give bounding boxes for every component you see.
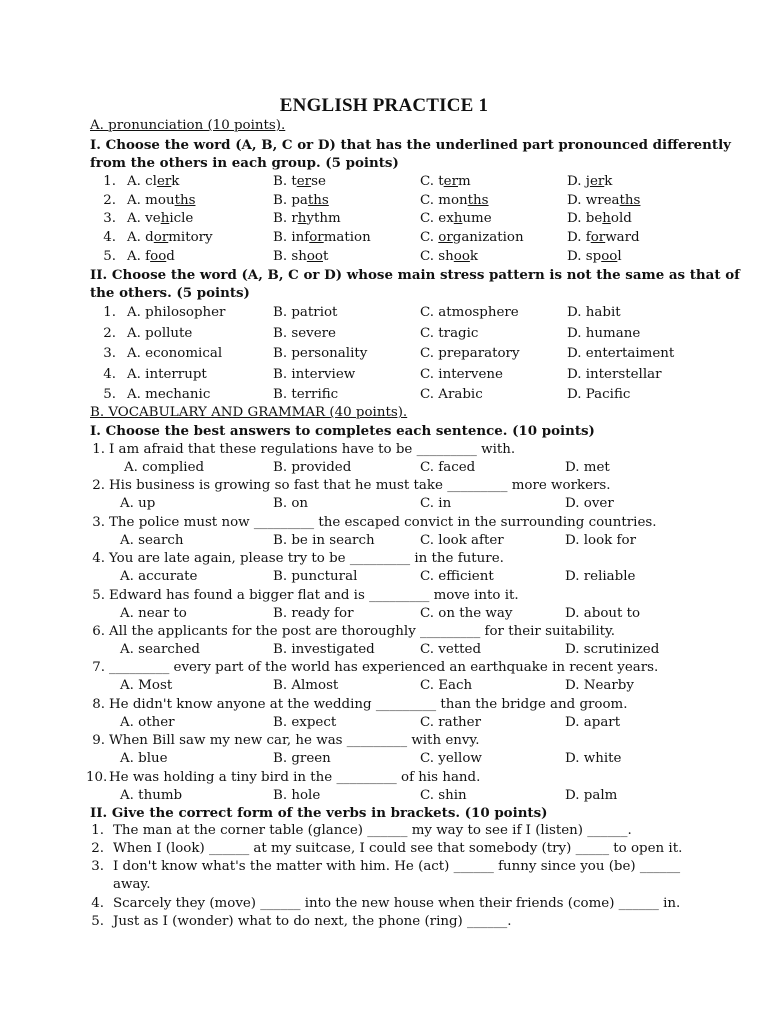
section-a-part2-instruction: II. Choose the word (A, B, C or D) whose main stress pattern is not the same as that of <box>90 267 740 283</box>
option-text: ganization <box>452 230 524 245</box>
answer-option <box>420 192 489 210</box>
underlined-sound: ths <box>467 193 489 208</box>
option-text: D. j <box>567 174 590 189</box>
answer-option: A. searched <box>120 642 200 657</box>
option-text: D. wrea <box>567 193 620 208</box>
question-text: He was holding a tiny bird in the _________ of his hand. <box>109 770 481 785</box>
option-text: ward <box>605 230 640 245</box>
question-number: 2. <box>91 841 104 856</box>
question-number: 1. <box>92 442 105 457</box>
answer-option <box>127 192 195 210</box>
underlined-sound: er <box>443 174 458 189</box>
underlined-sound: ths <box>307 193 329 208</box>
answer-option: C. on the way <box>420 606 513 621</box>
question-number: 4. <box>103 367 116 382</box>
option-text: icle <box>169 211 194 226</box>
section-a-part1-instruction-cont: from the others in each group. (5 points) <box>90 155 399 171</box>
underlined-sound: ths <box>174 193 196 208</box>
question-number: 9. <box>92 733 105 748</box>
answer-option: B. green <box>273 751 331 766</box>
option-text: mitory <box>168 230 213 245</box>
answer-option <box>567 248 622 266</box>
option-text: B. t <box>273 174 297 189</box>
answer-option: C. rather <box>420 715 481 730</box>
question-text: All the applicants for the post are thoroughly _________ for their suitability. <box>109 624 616 639</box>
underlined-sound: or <box>153 230 169 245</box>
underlined-sound: er <box>156 174 172 189</box>
question-text: His business is growing so fast that he must take _________ more workers. <box>109 478 611 493</box>
question-number: 1. <box>103 305 116 320</box>
verb-question-text: Scarcely they (move) ______ into the new house when their friends (come) ______ in. <box>113 896 681 911</box>
answer-option: B. provided <box>273 460 352 475</box>
answer-option: A. thumb <box>120 788 183 803</box>
option-text: C. t <box>420 174 444 189</box>
option-text: m <box>458 174 471 189</box>
question-number: 8. <box>92 697 105 712</box>
verb-question-text: I don't know what's the matter with him. He (act) ______ funny since you (be) ______ <box>113 859 681 874</box>
answer-option <box>420 210 492 228</box>
answer-option: D. Pacific <box>567 387 631 402</box>
verb-question-text: Just as I (wonder) what to do next, the phone (ring) ______. <box>113 914 512 929</box>
option-text: B. r <box>273 211 298 226</box>
underlined-sound: or <box>438 230 453 245</box>
option-text: D. f <box>567 230 591 245</box>
question-number: 5. <box>91 914 104 929</box>
verb-question-text: When I (look) ______ at my suitcase, I could see that somebody (try) _____ to open it. <box>113 841 683 856</box>
section-b-part2-instruction: II. Give the correct form of the verbs in brackets. (10 points) <box>90 805 548 821</box>
option-text: k <box>171 174 180 189</box>
option-text: A. ve <box>127 211 161 226</box>
answer-option <box>127 248 175 266</box>
answer-option: C. Arabic <box>420 387 483 402</box>
answer-option <box>420 173 471 191</box>
option-text: old <box>610 211 632 226</box>
answer-option: C. in <box>420 496 452 511</box>
option-text: B. sh <box>273 249 307 264</box>
section-b-part1-instruction: I. Choose the best answers to completes each sentence. (10 points) <box>90 423 595 439</box>
section-b-heading: B. VOCABULARY AND GRAMMAR (40 points). <box>90 405 408 420</box>
answer-option: D. white <box>565 751 622 766</box>
underlined-sound: er <box>296 174 312 189</box>
answer-option: C. preparatory <box>420 346 520 361</box>
question-number: 7. <box>92 660 105 675</box>
answer-option: B. investigated <box>273 642 375 657</box>
answer-option: A. blue <box>120 751 168 766</box>
section-a-part1-instruction: I. Choose the word (A, B, C or D) that has the underlined part pronounced differently <box>90 137 731 153</box>
answer-option <box>420 248 478 266</box>
answer-option <box>567 210 632 228</box>
option-text: C. mon <box>420 193 468 208</box>
answer-option <box>127 210 193 228</box>
question-number: 5. <box>103 249 116 264</box>
underlined-sound: oo <box>453 249 470 264</box>
answer-option: A. philosopher <box>127 305 226 320</box>
answer-option: C. yellow <box>420 751 482 766</box>
answer-option: D. over <box>565 496 614 511</box>
answer-option: D. habit <box>567 305 621 320</box>
underlined-sound: h <box>160 211 170 226</box>
answer-option: C. vetted <box>420 642 482 657</box>
answer-option: B. interview <box>273 367 356 382</box>
answer-option: B. ready for <box>273 606 354 621</box>
answer-option: B. Almost <box>273 678 339 693</box>
answer-option: C. tragic <box>420 326 479 341</box>
option-text: mation <box>323 230 371 245</box>
option-text: A. mou <box>127 193 175 208</box>
question-text: When Bill saw my new car, he was _________ with envy. <box>109 733 480 748</box>
question-text: The police must now _________ the escaped convict in the surrounding countries. <box>109 515 657 530</box>
question-number: 3. <box>91 859 104 874</box>
answer-option: D. entertaiment <box>567 346 675 361</box>
answer-option: B. patriot <box>273 305 338 320</box>
question-number: 5. <box>103 387 116 402</box>
answer-option <box>273 192 329 210</box>
underlined-sound: oo <box>150 249 167 264</box>
underlined-sound: or <box>309 230 324 245</box>
answer-option: D. Nearby <box>565 678 634 693</box>
option-text: C. ex <box>420 211 454 226</box>
underlined-sound: oo <box>306 249 323 264</box>
answer-option: C. shin <box>420 788 467 803</box>
answer-option <box>567 173 612 191</box>
answer-option: D. palm <box>565 788 618 803</box>
question-number: 3. <box>92 515 105 530</box>
answer-option <box>273 173 326 191</box>
verb-question-text-cont: away. <box>113 877 151 892</box>
question-number: 3. <box>103 346 116 361</box>
answer-option: A. near to <box>120 606 187 621</box>
option-text: ume <box>462 211 492 226</box>
underlined-sound: oo <box>601 249 618 264</box>
question-text: He didn't know anyone at the wedding _________ than the bridge and groom. <box>109 697 628 712</box>
page-title: ENGLISH PRACTICE 1 <box>279 95 489 116</box>
answer-option <box>273 229 371 247</box>
question-text: Edward has found a bigger flat and is _________ move into it. <box>109 588 519 603</box>
answer-option <box>420 229 524 247</box>
question-number: 4. <box>91 896 104 911</box>
answer-option: C. efficient <box>420 569 494 584</box>
question-number: 6. <box>92 624 105 639</box>
answer-option: D. apart <box>565 715 621 730</box>
answer-option: A. pollute <box>127 326 193 341</box>
underlined-sound: or <box>590 230 606 245</box>
verb-question-text: The man at the corner table (glance) ______ my way to see if I (listen) ______. <box>113 823 632 838</box>
option-text: l <box>617 249 622 264</box>
question-number: 1. <box>91 823 104 838</box>
answer-option: B. hole <box>273 788 321 803</box>
answer-option: D. look for <box>565 533 636 548</box>
answer-option: A. search <box>120 533 184 548</box>
answer-option: D. humane <box>567 326 641 341</box>
option-text: k <box>469 249 479 264</box>
answer-option: C. intervene <box>420 367 503 382</box>
question-text: _________ every part of the world has experienced an earthquake in recent years. <box>109 660 659 675</box>
question-number: 3. <box>103 211 116 226</box>
answer-option: C. look after <box>420 533 504 548</box>
option-text: d <box>166 249 175 264</box>
answer-option <box>567 192 640 210</box>
answer-option: B. be in search <box>273 533 375 548</box>
answer-option: C. Each <box>420 678 473 693</box>
answer-option: B. terrific <box>273 387 339 402</box>
option-text: C. <box>420 230 439 245</box>
option-text: A. d <box>127 230 154 245</box>
question-number: 2. <box>103 326 116 341</box>
answer-option: B. personality <box>273 346 368 361</box>
question-number: 5. <box>92 588 105 603</box>
option-text: k <box>604 174 613 189</box>
question-text: You are late again, please try to be _________ in the future. <box>109 551 504 566</box>
question-number: 1. <box>103 174 116 189</box>
option-text: se <box>311 174 326 189</box>
answer-option: A. mechanic <box>127 387 211 402</box>
answer-option <box>127 229 213 247</box>
question-number: 2. <box>92 478 105 493</box>
answer-option: A. other <box>120 715 175 730</box>
option-text: A. f <box>127 249 151 264</box>
section-a-part2-instruction-cont: the others. (5 points) <box>90 285 250 301</box>
underlined-sound: er <box>589 174 605 189</box>
option-text: D. sp <box>567 249 602 264</box>
answer-option <box>127 173 179 191</box>
underlined-sound: ths <box>619 193 641 208</box>
answer-option: A. complied <box>124 460 205 475</box>
answer-option: B. on <box>273 496 309 511</box>
answer-option <box>273 248 328 266</box>
answer-option: C. atmosphere <box>420 305 519 320</box>
question-number: 4. <box>103 230 116 245</box>
question-text: I am afraid that these regulations have to be _________ with. <box>109 442 516 457</box>
underlined-sound: h <box>297 211 307 226</box>
answer-option: D. met <box>565 460 610 475</box>
question-number: 4. <box>92 551 105 566</box>
section-a-heading: A. pronunciation (10 points). <box>90 118 286 133</box>
option-text: B. pa <box>273 193 308 208</box>
question-number: 10. <box>86 770 108 785</box>
answer-option: B. severe <box>273 326 336 341</box>
option-text: ythm <box>306 211 341 226</box>
answer-option: B. expect <box>273 715 337 730</box>
option-text: C. sh <box>420 249 454 264</box>
answer-option: A. interrupt <box>127 367 207 382</box>
answer-option: D. interstellar <box>567 367 662 382</box>
answer-option: A. economical <box>127 346 223 361</box>
answer-option: A. accurate <box>120 569 198 584</box>
option-text: t <box>322 249 329 264</box>
answer-option: D. scrutinized <box>565 642 660 657</box>
answer-option: B. punctural <box>273 569 358 584</box>
answer-option: A. Most <box>120 678 173 693</box>
answer-option <box>567 229 640 247</box>
answer-option <box>273 210 341 228</box>
answer-option: C. faced <box>420 460 476 475</box>
underlined-sound: h <box>453 211 463 226</box>
underlined-sound: h <box>602 211 611 226</box>
answer-option: A. up <box>120 496 156 511</box>
answer-option: D. about to <box>565 606 641 621</box>
option-text: B. inf <box>273 230 310 245</box>
option-text: A. cl <box>127 174 157 189</box>
answer-option: D. reliable <box>565 569 636 584</box>
option-text: D. be <box>567 211 603 226</box>
question-number: 2. <box>103 193 116 208</box>
